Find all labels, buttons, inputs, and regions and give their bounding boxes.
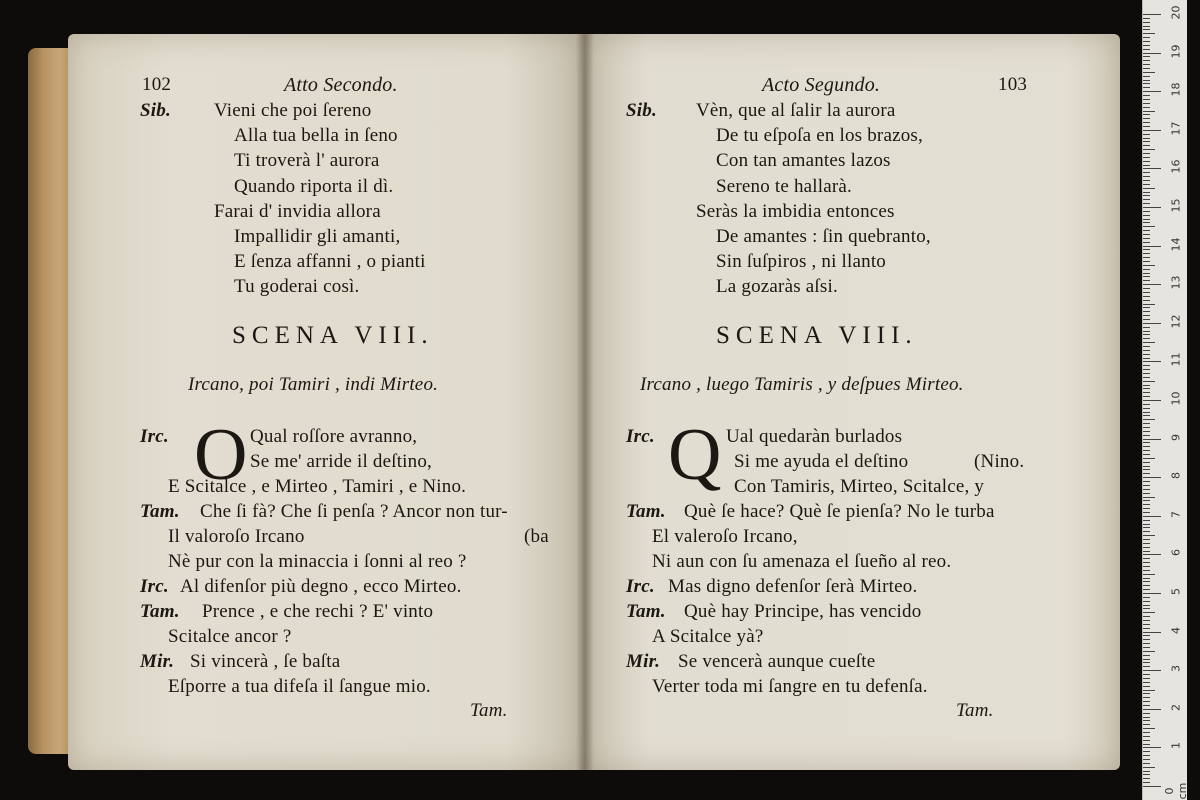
ruler-tick (1143, 404, 1150, 405)
ruler-tick (1143, 608, 1150, 609)
ruler-tick (1143, 118, 1150, 119)
ruler-tick (1143, 439, 1161, 440)
ruler-number: 15 (1169, 198, 1183, 213)
ruler-tick (1143, 462, 1150, 463)
ruler-tick (1143, 500, 1150, 501)
ruler-number: 9 (1169, 433, 1183, 441)
ruler-tick (1143, 72, 1155, 73)
right-page (584, 34, 1120, 770)
ruler-tick (1143, 531, 1150, 532)
ruler-tick (1143, 585, 1150, 586)
dialogue-line: A Scitalce yà? (652, 626, 764, 647)
verse-line: La gozaràs aſsi. (716, 276, 838, 297)
ruler-tick (1143, 365, 1150, 366)
ruler-tick (1143, 616, 1150, 617)
ruler-tick (1143, 744, 1150, 745)
ruler-tick (1143, 624, 1150, 625)
dialogue-line: Eſporre a tua difeſa il ſangue mio. (168, 676, 431, 697)
ruler-tick (1143, 666, 1150, 667)
ruler-tick (1143, 442, 1150, 443)
ruler-number: 11 (1169, 352, 1183, 367)
ruler-tick (1143, 99, 1150, 100)
ruler-number: 1 (1169, 742, 1183, 750)
ruler-tick (1143, 14, 1161, 15)
verse-line: De amantes : ſin quebranto, (716, 226, 931, 247)
ruler-tick (1143, 736, 1150, 737)
ruler-tick (1143, 338, 1150, 339)
ruler-number: 18 (1169, 82, 1183, 97)
verse-line: De tu eſpoſa en los brazos, (716, 125, 923, 146)
ruler-tick (1143, 292, 1150, 293)
ruler-tick (1143, 107, 1150, 108)
book-gutter (576, 34, 594, 770)
ruler-tick (1143, 331, 1150, 332)
speaker-label: Mir. (140, 651, 175, 672)
ruler-tick (1143, 643, 1150, 644)
ruler-tick (1143, 408, 1150, 409)
ruler-tick (1143, 300, 1150, 301)
ruler-tick (1143, 261, 1150, 262)
ruler-tick (1143, 489, 1150, 490)
ruler-tick (1143, 276, 1150, 277)
ruler-tick (1143, 678, 1150, 679)
ruler-tick (1143, 188, 1155, 189)
dialogue-line: Con Tamiris, Mirteo, Scitalce, y (734, 476, 985, 497)
ruler-tick (1143, 485, 1150, 486)
ruler-tick (1143, 713, 1150, 714)
ruler-tick (1143, 87, 1150, 88)
ruler-number: 10 (1169, 391, 1183, 406)
ruler-tick (1143, 41, 1150, 42)
ruler-tick (1143, 701, 1150, 702)
ruler-tick (1143, 605, 1150, 606)
speaker-label: Tam. (626, 601, 666, 622)
ruler-tick (1143, 419, 1155, 420)
ruler-tick (1143, 717, 1150, 718)
ruler-tick (1143, 620, 1150, 621)
ruler-tick (1143, 763, 1150, 764)
verse-line: Alla tua bella in ſeno (234, 125, 398, 146)
ruler-tick (1143, 431, 1150, 432)
verse-line: Seràs la imbidia entonces (696, 201, 895, 222)
ruler-tick (1143, 593, 1161, 594)
ruler-number: 16 (1169, 159, 1183, 174)
ruler-tick (1143, 508, 1150, 509)
ruler-tick (1143, 724, 1150, 725)
ruler-tick (1143, 296, 1150, 297)
ruler-tick (1143, 570, 1150, 571)
ruler-number: 14 (1169, 237, 1183, 252)
ruler-tick (1143, 651, 1155, 652)
dialogue-line: El valeroſo Ircano, (652, 526, 798, 547)
ruler-tick (1143, 83, 1150, 84)
ruler-tick (1143, 427, 1150, 428)
ruler-tick (1143, 493, 1150, 494)
verse-line: Vieni che poi ſereno (214, 100, 372, 121)
scene-heading: SCENA VIII. (716, 322, 918, 349)
ruler-tick (1143, 558, 1150, 559)
ruler-tick (1143, 354, 1150, 355)
ruler-tick (1143, 265, 1155, 266)
measurement-ruler (1142, 0, 1187, 800)
ruler-tick (1143, 412, 1150, 413)
dialogue-line: Se me' arride il deſtino, (250, 451, 433, 472)
ruler-number: 19 (1169, 44, 1183, 59)
ruler-tick (1143, 396, 1150, 397)
ruler-tick (1143, 612, 1155, 613)
ruler-tick (1143, 103, 1150, 104)
ruler-tick (1143, 574, 1155, 575)
ruler-tick (1143, 601, 1150, 602)
ruler-tick (1143, 504, 1150, 505)
ruler-tick (1143, 782, 1150, 783)
running-head-right: Acto Segundo. (762, 74, 881, 96)
ruler-tick (1143, 524, 1150, 525)
ruler-tick (1143, 304, 1155, 305)
ruler-tick (1143, 562, 1150, 563)
ruler-tick (1143, 114, 1150, 115)
ruler-tick (1143, 311, 1150, 312)
ruler-tick (1143, 195, 1150, 196)
running-head-left: Atto Secondo. (284, 74, 398, 96)
ruler-tick (1143, 381, 1155, 382)
ruler-tick (1143, 157, 1150, 158)
ruler-tick (1143, 670, 1161, 671)
verse-line: Vèn, que al ſalir la aurora (696, 100, 896, 121)
catchword: Tam. (956, 700, 994, 721)
dialogue-line: Prence , e che rechi ? E' vinto (202, 601, 434, 622)
turnover-text: (Nino. (974, 451, 1025, 472)
ruler-number: 4 (1169, 626, 1183, 634)
ruler-number: 8 (1169, 472, 1183, 480)
ruler-tick (1143, 543, 1150, 544)
ruler-tick (1143, 91, 1161, 92)
ruler-tick (1143, 639, 1150, 640)
turnover-text: (ba (524, 526, 549, 547)
ruler-number: 6 (1169, 549, 1183, 557)
ruler-tick (1143, 581, 1150, 582)
scene-heading: SCENA VIII. (232, 322, 434, 349)
ruler-tick (1143, 454, 1150, 455)
ruler-tick (1143, 192, 1150, 193)
ruler-tick (1143, 18, 1150, 19)
ruler-tick (1143, 215, 1150, 216)
ruler-tick (1143, 628, 1150, 629)
dialogue-line: Què ſe hace? Què ſe pienſa? No le turba (684, 501, 995, 522)
ruler-tick (1143, 373, 1150, 374)
dialogue-line: Mas digno defenſor ſerà Mirteo. (668, 576, 918, 597)
dialogue-line: Che ſi fà? Che ſi penſa ? Ancor non tur- (200, 501, 508, 522)
ruler-number: 13 (1169, 275, 1183, 290)
ruler-tick (1143, 53, 1161, 54)
ruler-tick (1143, 655, 1150, 656)
ruler-tick (1143, 466, 1150, 467)
ruler-tick (1143, 747, 1161, 748)
ruler-tick (1143, 323, 1161, 324)
ruler-tick (1143, 690, 1155, 691)
speaker-label: Irc. (626, 426, 655, 447)
ruler-tick (1143, 26, 1150, 27)
ruler-tick (1143, 199, 1150, 200)
ruler-tick (1143, 226, 1155, 227)
ruler-tick (1143, 392, 1150, 393)
verse-line: Con tan amantes lazos (716, 150, 891, 171)
verse-line: Ti troverà l' aurora (234, 150, 380, 171)
ruler-tick (1143, 180, 1150, 181)
ruler-tick (1143, 709, 1161, 710)
ruler-tick (1143, 578, 1150, 579)
scene-characters: Ircano , luego Tamiris , y deſpues Mirteo. (640, 374, 964, 395)
ruler-tick (1143, 693, 1150, 694)
ruler-tick (1143, 211, 1150, 212)
page-number-left: 102 (142, 74, 172, 95)
dialogue-line: Si vincerà , ſe baſta (190, 651, 341, 672)
ruler-tick (1143, 473, 1150, 474)
ruler-tick (1143, 597, 1150, 598)
ruler-tick (1143, 697, 1150, 698)
ruler-tick (1143, 732, 1150, 733)
ruler-tick (1143, 551, 1150, 552)
dialogue-line: Si me ayuda el deſtino (734, 451, 909, 472)
ruler-tick (1143, 686, 1150, 687)
catchword: Tam. (470, 700, 508, 721)
ruler-tick (1143, 122, 1150, 123)
ruler-number: 5 (1169, 588, 1183, 595)
ruler-tick (1143, 172, 1150, 173)
ruler-tick (1143, 771, 1150, 772)
ruler-tick (1143, 161, 1150, 162)
ruler-tick (1143, 720, 1150, 721)
ruler-tick (1143, 516, 1161, 517)
ruler-number: 7 (1169, 510, 1183, 518)
drop-cap: Q (668, 414, 722, 496)
ruler-tick (1143, 342, 1155, 343)
dialogue-line: E Scitalce , e Mirteo , Tamiri , e Nino. (168, 476, 467, 497)
ruler-tick (1143, 238, 1150, 239)
verse-line: Tu goderai così. (234, 276, 360, 297)
ruler-tick (1143, 307, 1150, 308)
ruler-tick (1143, 350, 1150, 351)
ruler-tick (1143, 450, 1150, 451)
ruler-tick (1143, 246, 1161, 247)
ruler-tick (1143, 361, 1161, 362)
ruler-tick (1143, 149, 1155, 150)
ruler-tick (1143, 253, 1150, 254)
ruler-tick (1143, 589, 1150, 590)
speaker-label: Tam. (140, 601, 180, 622)
ruler-tick (1143, 222, 1150, 223)
ruler-tick (1143, 755, 1150, 756)
speaker-label: Sib. (140, 100, 171, 121)
speaker-label: Tam. (140, 501, 180, 522)
ruler-tick (1143, 346, 1150, 347)
ruler-tick (1143, 22, 1150, 23)
ruler-tick (1143, 165, 1150, 166)
ruler-tick (1143, 126, 1150, 127)
speaker-label: Irc. (140, 576, 169, 597)
verse-line: Farai d' invidia allora (214, 201, 381, 222)
ruler-tick (1143, 547, 1150, 548)
ruler-tick (1143, 37, 1150, 38)
ruler-tick (1143, 369, 1150, 370)
ruler-tick (1143, 632, 1161, 633)
dialogue-line: Qual roſſore avranno, (250, 426, 418, 447)
scene-characters: Ircano, poi Tamiri , indi Mirteo. (188, 374, 439, 395)
ruler-number: 12 (1169, 314, 1183, 329)
verse-line: Sin ſuſpiros , ni llanto (716, 251, 887, 272)
ruler-tick (1143, 659, 1150, 660)
ruler-tick (1143, 130, 1161, 131)
page-number-right: 103 (998, 74, 1028, 95)
ruler-tick (1143, 767, 1155, 768)
ruler-tick (1143, 385, 1150, 386)
ruler-tick (1143, 319, 1150, 320)
dialogue-line: Ual quedaràn burlados (726, 426, 903, 447)
ruler-tick (1143, 512, 1150, 513)
ruler-tick (1143, 647, 1150, 648)
ruler-tick (1143, 423, 1150, 424)
left-page (68, 34, 584, 770)
verse-line: Impallidir gli amanti, (234, 226, 401, 247)
ruler-tick (1143, 60, 1150, 61)
ruler-tick (1143, 539, 1150, 540)
ruler-tick (1143, 249, 1150, 250)
ruler-tick (1143, 257, 1150, 258)
ruler-tick (1143, 269, 1150, 270)
ruler-tick (1143, 242, 1150, 243)
ruler-tick (1143, 145, 1150, 146)
ruler-tick (1143, 288, 1150, 289)
ruler-tick (1143, 751, 1150, 752)
ruler-tick (1143, 219, 1150, 220)
ruler-tick (1143, 334, 1150, 335)
ruler-tick (1143, 728, 1155, 729)
ruler-tick (1143, 705, 1150, 706)
ruler-tick (1143, 184, 1150, 185)
dialogue-line: Il valoroſo Ircano (168, 526, 305, 547)
dialogue-line: Se vencerà aunque cueſte (678, 651, 876, 672)
ruler-tick (1143, 520, 1150, 521)
ruler-tick (1143, 29, 1150, 30)
ruler-tick (1143, 153, 1150, 154)
ruler-tick (1143, 388, 1150, 389)
ruler-tick (1143, 76, 1150, 77)
ruler-tick (1143, 64, 1150, 65)
ruler-number: 3 (1169, 665, 1183, 673)
ruler-tick (1143, 535, 1155, 536)
ruler-tick (1143, 674, 1150, 675)
verse-line: Sereno te hallarà. (716, 176, 853, 197)
ruler-tick (1143, 400, 1161, 401)
ruler-tick (1143, 458, 1155, 459)
speaker-label: Tam. (626, 501, 666, 522)
ruler-tick (1143, 635, 1150, 636)
verse-line: Quando riporta il dì. (234, 176, 394, 197)
ruler-tick (1143, 497, 1155, 498)
ruler-tick (1143, 80, 1150, 81)
ruler-tick (1143, 134, 1150, 135)
ruler-tick (1143, 111, 1155, 112)
speaker-label: Irc. (140, 426, 169, 447)
ruler-tick (1143, 415, 1150, 416)
ruler-tick (1143, 778, 1150, 779)
ruler-tick (1143, 554, 1161, 555)
ruler-tick (1143, 477, 1161, 478)
ruler-tick (1143, 446, 1150, 447)
ruler-tick (1143, 358, 1150, 359)
dialogue-line: Al difenſor più degno , ecco Mirteo. (180, 576, 462, 597)
ruler-tick (1143, 469, 1150, 470)
ruler-tick (1143, 203, 1150, 204)
dialogue-line: Scitalce ancor ? (168, 626, 292, 647)
ruler-tick (1143, 95, 1150, 96)
ruler-number: 2 (1169, 703, 1183, 711)
ruler-tick (1143, 682, 1150, 683)
ruler-tick (1143, 377, 1150, 378)
ruler-tick (1143, 141, 1150, 142)
ruler-tick (1143, 234, 1150, 235)
drop-cap: O (194, 414, 248, 496)
ruler-number: 0 cm (1163, 782, 1189, 800)
ruler-tick (1143, 774, 1150, 775)
dialogue-line: Verter toda mi ſangre en tu defenſa. (652, 676, 928, 697)
ruler-tick (1143, 786, 1161, 787)
ruler-tick (1143, 435, 1150, 436)
dialogue-line: Ni aun con ſu amenaza el ſueño al reo. (652, 551, 952, 572)
speaker-label: Mir. (626, 651, 661, 672)
verse-line: E ſenza affanni , o pianti (234, 251, 426, 272)
ruler-tick (1143, 315, 1150, 316)
ruler-tick (1143, 284, 1161, 285)
speaker-label: Sib. (626, 100, 657, 121)
ruler-tick (1143, 662, 1150, 663)
ruler-tick (1143, 138, 1150, 139)
ruler-tick (1143, 280, 1150, 281)
ruler-tick (1143, 273, 1150, 274)
ruler-tick (1143, 49, 1150, 50)
ruler-tick (1143, 33, 1155, 34)
ruler-tick (1143, 168, 1161, 169)
ruler-tick (1143, 56, 1150, 57)
ruler-number: 20 (1169, 5, 1183, 20)
ruler-tick (1143, 230, 1150, 231)
ruler-tick (1143, 45, 1150, 46)
ruler-tick (1143, 327, 1150, 328)
speaker-label: Irc. (626, 576, 655, 597)
ruler-number: 17 (1169, 121, 1183, 136)
ruler-tick (1143, 566, 1150, 567)
ruler-tick (1143, 759, 1150, 760)
ruler-tick (1143, 176, 1150, 177)
open-book (28, 34, 1120, 772)
ruler-tick (1143, 207, 1161, 208)
ruler-tick (1143, 527, 1150, 528)
ruler-tick (1143, 481, 1150, 482)
dialogue-line: Nè pur con la minaccia i ſonni al reo ? (168, 551, 467, 572)
dialogue-line: Què hay Principe, has vencido (684, 601, 922, 622)
ruler-tick (1143, 68, 1150, 69)
ruler-tick (1143, 740, 1150, 741)
